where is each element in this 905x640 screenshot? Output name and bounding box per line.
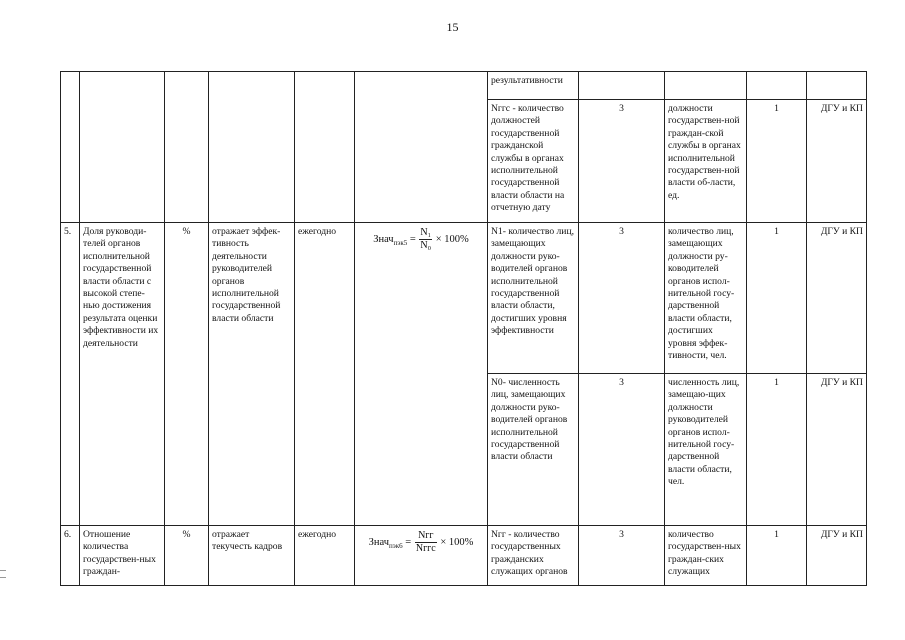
cell-unit-desc <box>665 72 747 100</box>
cell-resp: ДГУ и КП <box>807 526 867 586</box>
cell-num <box>61 72 80 223</box>
cell-unit-desc: численность лиц, замещаю-щих должности руководителей органов испол-нительной госу-дарственной власти области, чел. <box>665 374 747 526</box>
cell-freq <box>295 72 355 223</box>
cell-unit-desc: должности государствен-ной граждан-ской службы в органах исполнительной государствен-ной власти об-ласти, ед. <box>665 100 747 223</box>
cell-type <box>747 72 807 100</box>
formula-subscript: пэк6 <box>389 542 403 550</box>
cell-method: 3 <box>579 223 665 374</box>
cell-indicator: N0- численность лиц, замещающих должности руко-водителей органов исполнительной государственной власти области <box>488 374 579 526</box>
table-row <box>61 72 867 100</box>
cell-indicator: Nгг - количество государственных гражданских служащих органов <box>488 526 579 586</box>
cell-indicator: результативности <box>488 72 579 100</box>
cell-name: Доля руководи-телей органов исполнительной государственной власти области с высокой степе-нью достижения результата оценки эффективности их деятельности <box>80 223 165 526</box>
cell-type: 1 <box>747 100 807 223</box>
cell-unit <box>165 72 209 223</box>
cell-method: 3 <box>579 374 665 526</box>
cell-indicator: Nггс - количество должностей государственной гражданской службы в органах исполнительной государственной власти области на отчетную дату <box>488 100 579 223</box>
cell-type: 1 <box>747 223 807 374</box>
formula-numerator: Nгг <box>415 530 437 543</box>
cell-unit-desc: количество лиц, замещающих должности ру-ководителей органов испол-нительной госу-дарственной власти области, достигших уровня эффек-тивности, чел. <box>665 223 747 374</box>
cell-unit: % <box>165 223 209 526</box>
cell-type: 1 <box>747 526 807 586</box>
cell-num: 5. <box>61 223 80 526</box>
formula-fraction <box>419 227 432 252</box>
cell-name <box>80 72 165 223</box>
cell-resp: ДГУ и КП <box>807 223 867 374</box>
scan-edge-mark <box>0 570 6 571</box>
indicators-table <box>60 71 867 586</box>
formula-lhs: Знач <box>368 536 390 548</box>
cell-freq: ежегодно <box>295 223 355 526</box>
cell-num: 6. <box>61 526 80 586</box>
cell-resp: ДГУ и КП <box>807 100 867 223</box>
cell-unit-desc: количество государствен-ных граждан-ских служащих <box>665 526 747 586</box>
cell-formula: Знач$_{пэк6}$ = $\frac{\text{Nгг}}{\text{Nггс}}$ × 100% <box>355 526 488 586</box>
formula-subscript: пэк5 <box>393 239 408 247</box>
table-row <box>61 223 867 374</box>
formula-numerator: N₁ <box>420 227 432 238</box>
formula-lhs: Знач <box>373 233 394 245</box>
formula-fraction <box>415 530 437 555</box>
cell-resp <box>807 72 867 100</box>
cell-freq: ежегодно <box>295 526 355 586</box>
cell-formula: Знач$_{пэк5}$ = $\frac{\text{N₁}}{\text{N₀}}$ × 100% <box>355 223 488 526</box>
formula-rhs: × 100% <box>440 536 474 548</box>
cell-desc: отражает эффек-тивность деятельности руководителей органов исполнительной государственной власти области <box>209 223 295 526</box>
cell-resp: ДГУ и КП <box>807 374 867 526</box>
cell-name: Отношение количества государствен-ных граждан- <box>80 526 165 586</box>
formula-rhs: × 100% <box>435 233 469 245</box>
cell-indicator: N1- количество лиц, замещающих должности руко-водителей органов исполнительной государственной власти области, достигших уровня эффективности <box>488 223 579 374</box>
cell-desc <box>209 72 295 223</box>
cell-method <box>579 72 665 100</box>
table-row <box>61 526 867 586</box>
cell-desc: отражает текучесть кадров <box>209 526 295 586</box>
scan-edge-mark <box>0 577 6 578</box>
formula-denominator: N₀ <box>420 240 432 251</box>
cell-method: 3 <box>579 100 665 223</box>
formula-denominator: Nггс <box>415 543 436 554</box>
cell-formula <box>355 72 488 223</box>
cell-unit: % <box>165 526 209 586</box>
page-number: 15 <box>446 20 459 34</box>
cell-type: 1 <box>747 374 807 526</box>
cell-method: 3 <box>579 526 665 586</box>
